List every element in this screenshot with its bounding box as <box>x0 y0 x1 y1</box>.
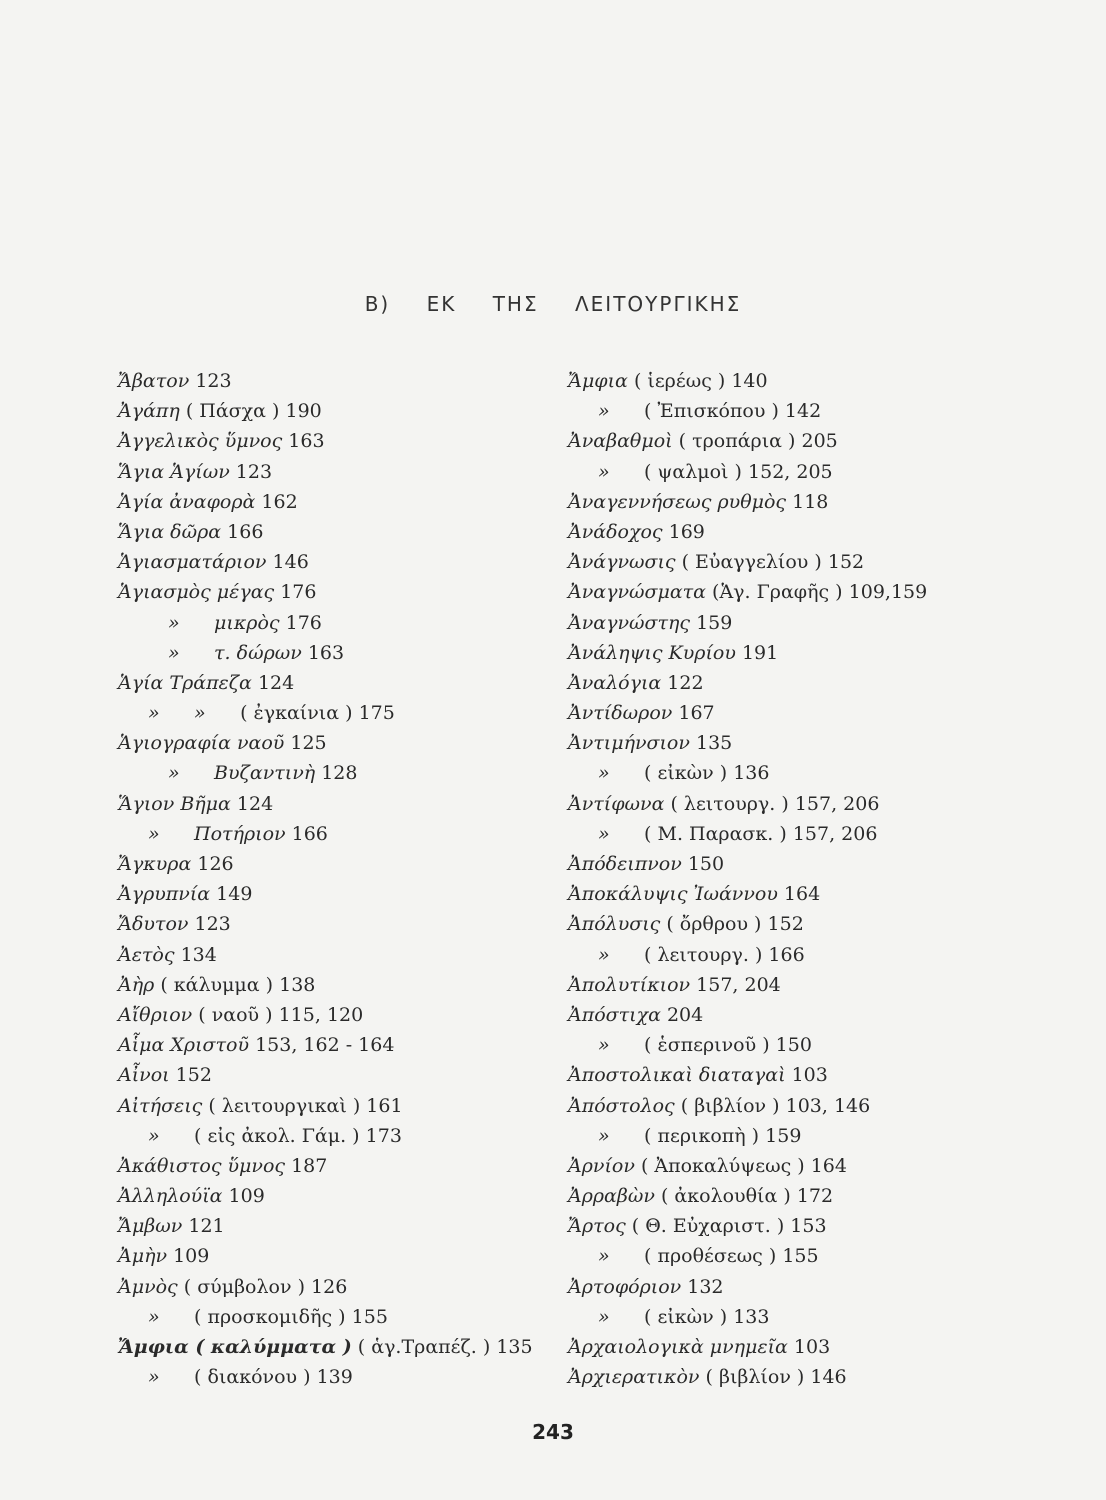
entry-note: ( Ἀποκαλύψεως ) <box>640 1154 805 1177</box>
entry-note: ( ψαλμοὶ ) <box>644 460 742 483</box>
index-entry <box>568 517 1008 547</box>
entry-pages: 159 <box>765 1124 802 1147</box>
index-entry <box>568 758 1008 788</box>
entry-term: Ἁγιασματάριον <box>118 551 267 574</box>
index-entry <box>118 1181 558 1211</box>
entry-pages: 139 <box>316 1366 353 1389</box>
entry-note: ( προσκομιδῆς ) <box>194 1305 346 1328</box>
index-entry <box>118 789 558 819</box>
entry-term: Ἄγκυρα <box>118 853 192 875</box>
index-entry <box>568 1211 1008 1241</box>
entry-term: Ἀγάπη <box>118 400 180 423</box>
entry-pages: 205 <box>801 430 838 453</box>
index-entry <box>118 396 558 426</box>
index-entry <box>568 789 1008 819</box>
entry-term: Ἀμὴν <box>118 1245 168 1268</box>
index-entry <box>568 1332 1008 1362</box>
entry-pages: 109,159 <box>848 581 928 604</box>
entry-note: ( Μ. Παρασκ. ) <box>644 822 787 845</box>
entry-pages: 123 <box>235 460 273 483</box>
index-entry <box>118 517 558 547</box>
index-entry <box>118 1241 558 1271</box>
entry-pages: 140 <box>731 370 768 392</box>
ditto-mark: » <box>194 702 206 725</box>
ditto-mark: » <box>598 943 610 966</box>
entry-term: Ἀγρυπνία <box>118 883 211 906</box>
index-entry <box>118 577 558 607</box>
entry-pages: 190 <box>285 400 322 423</box>
entry-term: Ἀρχαιολογικὰ μνημεῖα <box>568 1336 788 1358</box>
ditto-mark: » <box>148 702 160 725</box>
entry-pages: 121 <box>188 1215 225 1238</box>
entry-term: Ἄμφια <box>568 370 628 392</box>
index-entry <box>568 547 1008 577</box>
entry-pages: 134 <box>180 943 217 966</box>
entry-pages: 175 <box>358 702 395 725</box>
index-entry <box>568 1181 1008 1211</box>
entry-pages: 162 <box>261 490 298 513</box>
index-entry <box>568 1091 1008 1121</box>
entry-pages: 155 <box>782 1245 819 1268</box>
entry-term: Ἀετὸς <box>118 943 175 966</box>
entry-note: ( ἱερέως ) <box>633 370 726 392</box>
entry-term: Αἶνοι <box>118 1064 170 1087</box>
entry-pages: 163 <box>307 641 345 664</box>
entry-note: ( ἀκολουθία ) <box>660 1185 791 1208</box>
entry-term: Ἀναγνώσματα <box>568 581 706 604</box>
ditto-mark: » <box>598 762 610 785</box>
entry-term: Ἄμβων <box>118 1215 183 1238</box>
index-entry <box>118 1060 558 1090</box>
entry-term: Ἀνάληψις Κυρίου <box>568 641 736 664</box>
entry-pages: 163 <box>288 430 325 453</box>
index-entry <box>118 1091 558 1121</box>
entry-term: Ἁγιογραφία ναοῦ <box>118 732 285 755</box>
entry-term: Βυζαντινὴ <box>214 762 316 785</box>
entry-term: Ἅγια Ἁγίων <box>118 460 230 483</box>
entry-pages: 153 <box>790 1215 827 1238</box>
index-entry <box>568 426 1008 456</box>
index-entry <box>568 698 1008 728</box>
entry-pages: 138 <box>279 973 316 996</box>
entry-note: ( Θ. Εὐχαριστ. ) <box>631 1215 785 1238</box>
entry-term: Ἀπόδειπνον <box>568 853 682 875</box>
entry-pages: 132 <box>687 1275 724 1298</box>
index-entry <box>118 1000 558 1030</box>
entry-term: μικρὸς <box>214 611 280 634</box>
entry-term: Ἀποστολικαὶ διαταγαὶ <box>568 1064 786 1087</box>
entry-note: ( κάλυμμα ) <box>160 973 274 996</box>
index-entry <box>118 758 558 788</box>
index-entry <box>118 728 558 758</box>
index-entry <box>118 1030 558 1060</box>
entry-pages: 146 <box>272 551 309 574</box>
entry-term: Ποτήριον <box>194 822 286 845</box>
index-entry <box>118 698 558 728</box>
entry-term: Ἀγγελικὸς ὕμνος <box>118 430 283 453</box>
entry-pages: 161 <box>366 1094 403 1117</box>
entry-note: ( τροπάρια ) <box>678 430 796 453</box>
entry-pages: 169 <box>668 520 705 543</box>
index-entry <box>568 940 1008 970</box>
ditto-mark: » <box>598 1245 610 1268</box>
entry-term: Ἅγιον Βῆμα <box>118 792 231 815</box>
heading-word-2: ΤΗΣ <box>492 292 539 316</box>
index-entry <box>118 426 558 456</box>
entry-note: ( ἁγ.Τραπέζ. ) <box>357 1336 491 1358</box>
entry-note: ( προθέσεως ) <box>644 1245 777 1268</box>
entry-term: Ἄβατον <box>118 370 190 392</box>
index-entry <box>568 1000 1008 1030</box>
page-number: 243 <box>532 1420 574 1444</box>
index-entry <box>568 1302 1008 1332</box>
index-entry <box>568 608 1008 638</box>
index-entry <box>118 879 558 909</box>
index-entry <box>568 1030 1008 1060</box>
entry-pages: 187 <box>291 1154 328 1177</box>
index-entry <box>568 879 1008 909</box>
entry-term: Ἀμνὸς <box>118 1275 178 1298</box>
index-entry <box>568 668 1008 698</box>
index-entry <box>118 819 558 849</box>
entry-pages: 103, 146 <box>785 1094 871 1117</box>
entry-term: Ἀναγεννήσεως ρυθμὸς <box>568 490 787 513</box>
entry-note: ( ἐγκαίνια ) <box>240 702 353 725</box>
heading-word-1: ΕΚ <box>426 292 457 316</box>
entry-pages: 146 <box>810 1366 847 1389</box>
index-entry <box>568 728 1008 758</box>
entry-pages: 173 <box>365 1124 402 1147</box>
index-entry <box>568 1241 1008 1271</box>
entry-pages: 152 <box>767 913 804 936</box>
entry-pages: 122 <box>667 671 704 694</box>
entry-pages: 152 <box>175 1064 212 1087</box>
entry-note: ( εἰκὼν ) <box>644 1305 728 1328</box>
entry-term: Ἀλληλούϊα <box>118 1185 223 1208</box>
entry-term: Ἀπόστολος <box>568 1094 675 1117</box>
index-entry <box>118 1332 558 1362</box>
entry-term: Ἀνάδοχος <box>568 520 663 543</box>
entry-note: ( διακόνου ) <box>194 1366 311 1389</box>
entry-pages: 115, 120 <box>278 1003 364 1026</box>
entry-term: Ἀρραβὼν <box>568 1185 655 1208</box>
entry-term: Ἀντίδωρον <box>568 702 673 725</box>
entry-note: ( λειτουργ. ) <box>670 792 789 815</box>
index-entry <box>568 1272 1008 1302</box>
ditto-mark: » <box>148 1305 160 1328</box>
index-entry <box>118 668 558 698</box>
entry-pages: 150 <box>775 1034 812 1057</box>
section-heading <box>0 292 1106 316</box>
entry-pages: 109 <box>173 1245 210 1268</box>
entry-pages: 149 <box>216 883 253 906</box>
index-entry <box>568 638 1008 668</box>
entry-pages: 124 <box>257 671 295 694</box>
index-entry <box>568 1151 1008 1181</box>
entry-note: ( ναοῦ ) <box>198 1003 273 1026</box>
entry-pages: 123 <box>194 913 231 936</box>
entry-term: Ἁγιασμὸς μέγας <box>118 581 275 604</box>
index-entry <box>118 487 558 517</box>
entry-note: ( εἰς ἀκολ. Γάμ. ) <box>194 1124 360 1147</box>
heading-word-3: ΛΕΙΤΟΥΡΓΙΚΗΣ <box>574 292 742 316</box>
entry-term: Ἀντιμήνσιον <box>568 732 690 755</box>
entry-term: Ἀὴρ <box>118 973 155 996</box>
entry-term: Ἄρτος <box>568 1215 626 1238</box>
entry-pages: 167 <box>678 702 715 725</box>
entry-pages: 176 <box>285 611 322 634</box>
index-entry <box>568 1121 1008 1151</box>
ditto-mark: » <box>148 822 160 845</box>
index-column-right <box>568 366 1008 1392</box>
entry-term: Ἀπόστιχα <box>568 1003 661 1026</box>
entry-pages: 191 <box>741 641 779 664</box>
entry-pages: 109 <box>228 1185 265 1208</box>
index-entry <box>568 577 1008 607</box>
entry-term: Ἀρτοφόριον <box>568 1275 682 1298</box>
entry-pages: 176 <box>280 581 317 604</box>
entry-term: Ἀκάθιστος ὕμνος <box>118 1154 286 1177</box>
index-entry <box>118 608 558 638</box>
entry-note: ( Ἐπισκόπου ) <box>644 400 779 423</box>
entry-pages: 166 <box>291 822 328 845</box>
entry-pages: 128 <box>321 762 358 785</box>
entry-term: Ἀπόλυσις <box>568 913 661 936</box>
index-entry <box>118 547 558 577</box>
entry-note: ( σύμβολον ) <box>183 1275 305 1298</box>
entry-note: ( εἰκὼν ) <box>644 762 728 785</box>
ditto-mark: » <box>168 641 180 664</box>
entry-pages: 142 <box>784 400 822 423</box>
entry-term: Ἅγια δῶρα <box>118 520 222 543</box>
index-entry <box>568 909 1008 939</box>
entry-note: ( βιβλίον ) <box>680 1094 780 1117</box>
entry-term: Ἀναβαθμοὶ <box>568 430 673 453</box>
ditto-mark: » <box>168 762 180 785</box>
entry-term: Αἷμα Χριστοῦ <box>118 1034 250 1057</box>
entry-pages: 204 <box>666 1003 704 1026</box>
ditto-mark: » <box>598 1034 610 1057</box>
entry-pages: 133 <box>733 1305 770 1328</box>
entry-term: Ἄμφια ( καλύμματα ) <box>118 1336 352 1358</box>
ditto-mark: » <box>598 822 610 845</box>
entry-term: Ἁγία Τράπεζα <box>118 671 252 694</box>
entry-pages: 126 <box>311 1275 348 1298</box>
entry-term: Αἰτήσεις <box>118 1094 203 1117</box>
entry-term: Ἀναλόγια <box>568 671 662 694</box>
index-entry <box>568 1060 1008 1090</box>
index-entry <box>118 366 558 396</box>
entry-note: ( λειτουργ. ) <box>644 943 763 966</box>
entry-note: ( Πάσχα ) <box>185 400 280 423</box>
index-entry <box>118 940 558 970</box>
index-entry <box>118 1272 558 1302</box>
entry-term: τ. δώρων <box>214 641 302 664</box>
index-entry <box>118 849 558 879</box>
entry-pages: 166 <box>227 520 264 543</box>
entry-pages: 157, 206 <box>792 822 878 845</box>
entry-pages: 152 <box>827 551 865 574</box>
entry-note: (Ἁγ. Γραφῆς ) <box>712 581 843 604</box>
entry-pages: 172 <box>796 1185 834 1208</box>
entry-note: ( περικοπὴ ) <box>644 1124 760 1147</box>
index-entry <box>568 457 1008 487</box>
entry-note: ( ὄρθρου ) <box>666 913 762 936</box>
entry-pages: 152, 205 <box>748 460 833 483</box>
entry-pages: 118 <box>792 490 829 513</box>
index-entry <box>568 487 1008 517</box>
entry-note: ( ἑσπερινοῦ ) <box>644 1034 770 1057</box>
index-entry <box>118 970 558 1000</box>
ditto-mark: » <box>598 1305 610 1328</box>
index-entry <box>568 1362 1008 1392</box>
entry-pages: 125 <box>290 732 327 755</box>
index-entry <box>568 819 1008 849</box>
entry-pages: 135 <box>496 1336 533 1358</box>
entry-pages: 164 <box>810 1154 847 1177</box>
entry-term: Ἁγία ἀναφορὰ <box>118 490 256 513</box>
entry-term: Ἀποκάλυψις Ἰωάννου <box>568 883 778 906</box>
index-column-left <box>118 366 558 1392</box>
entry-pages: 153, 162 - 164 <box>255 1034 395 1057</box>
index-entry <box>118 457 558 487</box>
entry-pages: 126 <box>197 853 234 875</box>
entry-term: Ἀναγνώστης <box>568 611 691 634</box>
entry-pages: 103 <box>791 1064 828 1087</box>
entry-pages: 150 <box>687 853 725 875</box>
ditto-mark: » <box>598 400 610 423</box>
entry-pages: 157, 206 <box>794 792 880 815</box>
entry-pages: 157, 204 <box>696 973 781 996</box>
index-entry <box>118 1151 558 1181</box>
entry-note: ( Εὐαγγελίου ) <box>681 551 822 574</box>
entry-term: Ἄδυτον <box>118 913 189 936</box>
entry-pages: 155 <box>351 1305 388 1328</box>
entry-term: Ἀντίφωνα <box>568 792 665 815</box>
entry-pages: 123 <box>195 370 232 392</box>
entry-term: Ἀπολυτίκιον <box>568 973 691 996</box>
entry-pages: 164 <box>783 883 821 906</box>
entry-term: Ἀρνίον <box>568 1154 635 1177</box>
index-entry <box>568 849 1008 879</box>
index-entry <box>118 1211 558 1241</box>
index-entry <box>118 1121 558 1151</box>
index-entry <box>118 909 558 939</box>
entry-term: Ἀνάγνωσις <box>568 551 676 574</box>
entry-pages: 135 <box>695 732 733 755</box>
ditto-mark: » <box>148 1366 160 1389</box>
index-entry <box>118 1302 558 1332</box>
entry-term: Αἴθριον <box>118 1003 193 1026</box>
index-entry <box>118 1362 558 1392</box>
index-entry <box>568 366 1008 396</box>
index-entry <box>568 970 1008 1000</box>
entry-note: ( βιβλίον ) <box>705 1366 805 1389</box>
entry-pages: 136 <box>733 762 770 785</box>
entry-term: Ἀρχιερατικὸν <box>568 1366 700 1389</box>
ditto-mark: » <box>168 611 180 634</box>
entry-note: ( λειτουργικαὶ ) <box>208 1094 361 1117</box>
entry-pages: 103 <box>793 1336 831 1358</box>
index-entry <box>118 638 558 668</box>
ditto-mark: » <box>148 1124 160 1147</box>
index-entry <box>568 396 1008 426</box>
entry-pages: 124 <box>236 792 274 815</box>
ditto-mark: » <box>598 460 610 483</box>
entry-pages: 159 <box>696 611 733 634</box>
entry-pages: 166 <box>768 943 805 966</box>
ditto-mark: » <box>598 1124 610 1147</box>
heading-prefix: Β) <box>364 292 391 316</box>
